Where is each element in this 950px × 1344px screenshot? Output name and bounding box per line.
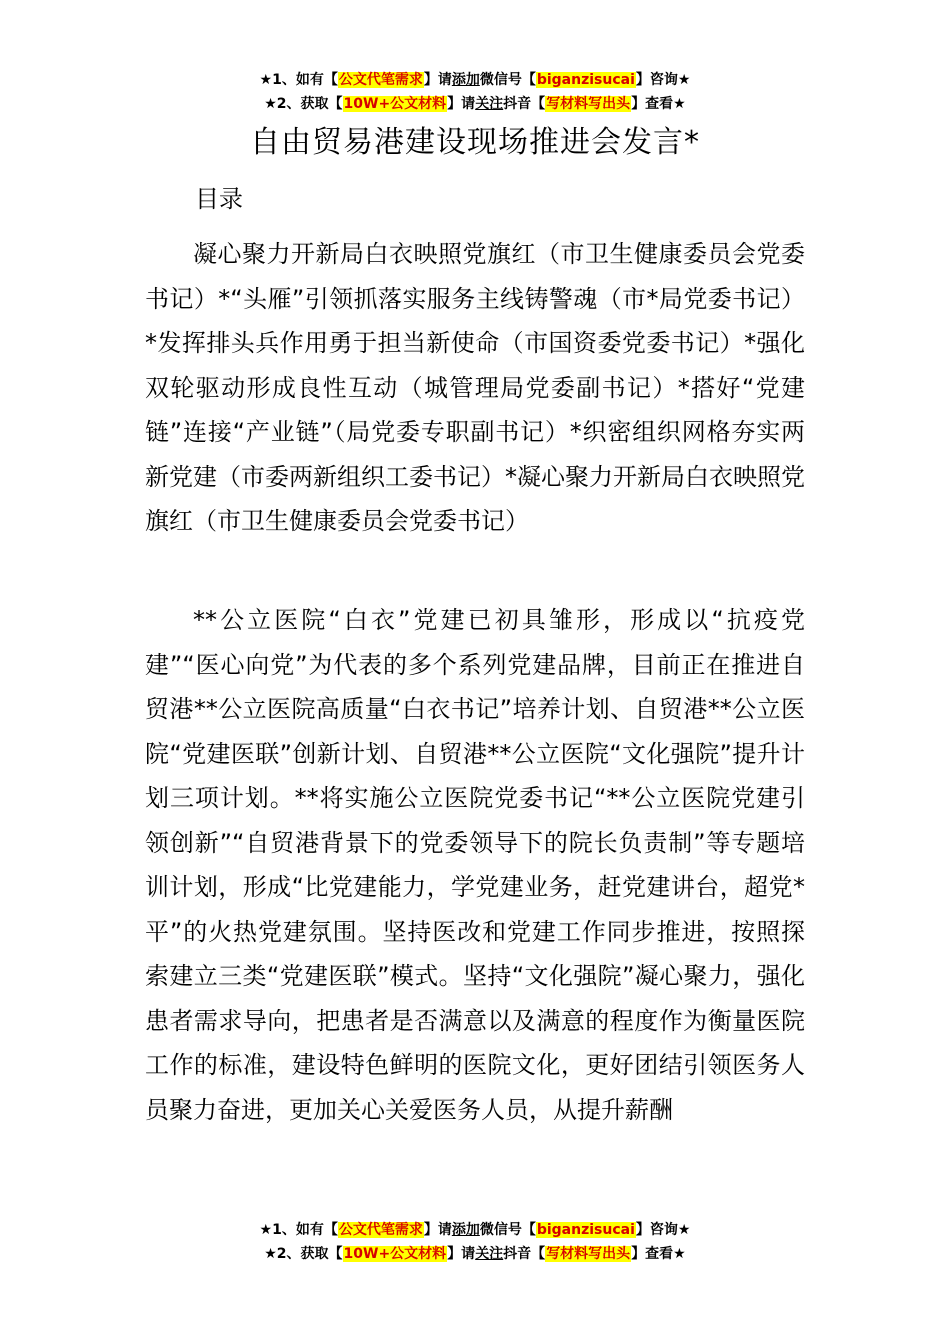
toc-block [145,232,805,544]
document-title: 自由贸易港建设现场推进会发言* [250,125,700,160]
highlight-douyin-id: 写材料写出头 [546,96,631,112]
header-banner [0,68,950,116]
highlight-materials: 10W+公文材料 [343,1246,447,1262]
highlight-wechat-id: biganzisucai [536,72,635,88]
banner-line-2: ★2、获取【10W+公文材料】请关注抖音【写材料写出头】查看★ [264,1246,686,1262]
body-block [145,598,805,1178]
banner-line-2: ★2、获取【10W+公文材料】请关注抖音【写材料写出头】查看★ [264,96,686,112]
toc-paragraph: 凝心聚力开新局白衣映照党旗红（市卫生健康委员会党委书记）*“头雁”引领抓落实服务主线铸警魂（市*局党委书记）*发挥排头兵作用勇于担当新使命（市国资委党委书记）*强化双轮驱动形成良性互动（城管理局党委副书记）*搭好“党建链”连接“产业链”（局党委专职副书记）*织密组织网格夯实两新党建（市委两新组织工委书记）*凝心聚力开新局白衣映照党旗红（市卫生健康委员会党委书记） [145,240,805,535]
highlight-materials: 10W+公文材料 [343,96,447,112]
banner-line-1: ★1、如有【公文代笔需求】请添加微信号【biganzisucai】咨询★ [259,1222,691,1238]
highlight-service: 公文代笔需求 [338,1222,423,1238]
highlight-douyin-id: 写材料写出头 [546,1246,631,1262]
highlight-wechat-id: biganzisucai [536,1222,635,1238]
footer-banner [0,1218,950,1266]
banner-line-1: ★1、如有【公文代笔需求】请添加微信号【biganzisucai】咨询★ [259,72,691,88]
toc-heading: 目录 [195,185,243,213]
highlight-service: 公文代笔需求 [338,72,423,88]
body-paragraph: **公立医院“白衣”党建已初具雏形，形成以“抗疫党建”“医心向党”为代表的多个系列党建品牌，目前正在推进自贸港**公立医院高质量“白衣书记”培养计划、自贸港**公立医院“党建医联”创新计划、自贸港**公立医院“文化强院”提升计划三项计划。**将实施公立医院党委书记“**公立医院党建引领创新”“自贸港背景下的党委领导下的院长负责制”等专题培训计划，形成“比党建能力，学党建业务，赶党建讲台，超党*平”的火热党建氛围。坚持医改和党建工作同步推进，按照探索建立三类“党建医联”模式。坚持“文化强院”凝心聚力，强化患者需求导向，把患者是否满意以及满意的程度作为衡量医院工作的标准，建设特色鲜明的医院文化，更好团结引领医务人员聚力奋进，更加关心关爱医务人员，从提升薪酬 [145,606,805,1124]
